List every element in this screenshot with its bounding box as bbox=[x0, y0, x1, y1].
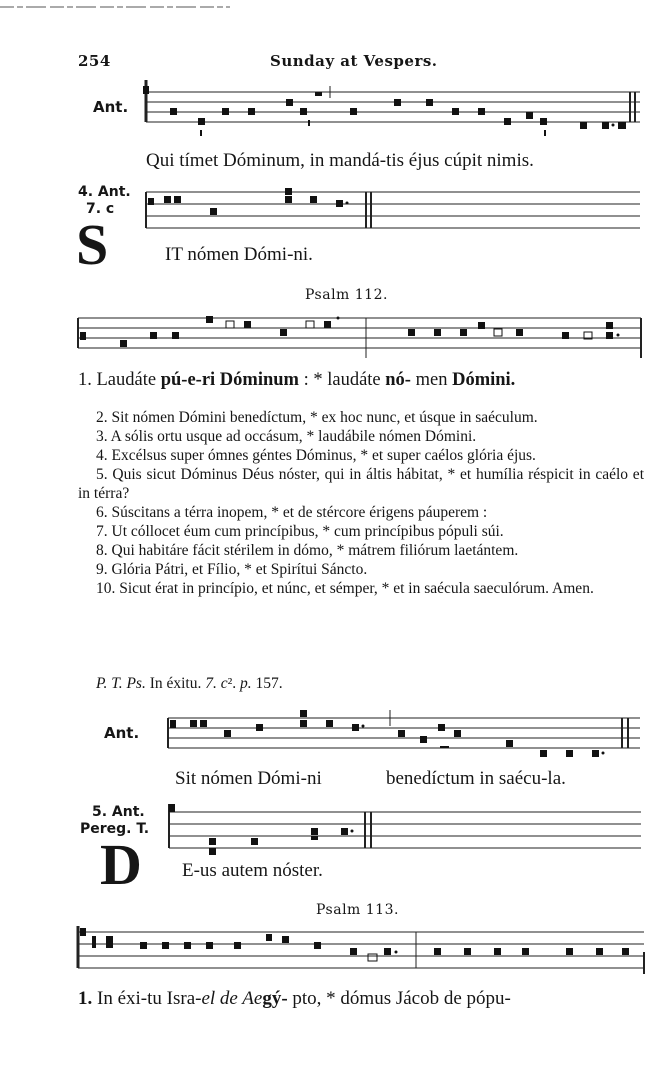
verse-7: 7. Ut cóllocet éum cum princípibus, * cum princípibus pópuli súi. bbox=[96, 523, 504, 540]
antiphon-1-lyrics: Qui tímet Dóminum, in mandá-tis éjus cúpit nimis. bbox=[146, 150, 534, 171]
verse-number: 1. bbox=[78, 988, 93, 1009]
antiphon-label: Ant. bbox=[93, 98, 129, 116]
psalm-113-first-verse: 1. In éxi-tu Isra-el de Aegý- pto, * dómus Jácob de pópu- bbox=[78, 988, 511, 1009]
verse-9: 9. Glória Pátri, et Fílio, * et Spirítui Sáncto. bbox=[96, 561, 368, 578]
psalm-112-title: Psalm 112. bbox=[305, 287, 388, 303]
antiphon-pt-label: Ant. bbox=[104, 724, 140, 742]
antiphon-5-mode: Pereg. T. bbox=[80, 821, 150, 837]
antiphon-4-mode: 7. c bbox=[86, 201, 115, 217]
verse-10: 10. Sicut érat in princípio, et núnc, et sémper, * et in saécula saeculórum. Amen. bbox=[96, 580, 594, 597]
drop-cap-S: S bbox=[76, 212, 109, 277]
chant-staff-antiphon-pt bbox=[162, 706, 644, 770]
verse-2: 2. Sit nómen Dómini benedíctum, * ex hoc nunc, et úsque in saéculum. bbox=[96, 409, 538, 426]
antiphon-5-lyrics: E-us autem nóster. bbox=[182, 860, 323, 881]
verse-3: 3. A sólis ortu usque ad occásum, * laudábile nómen Dómini. bbox=[96, 428, 477, 445]
verse-6: 6. Súscitans a térra inopem, * et de stércore érigens páuperem : bbox=[96, 504, 488, 521]
verse-number: 1. bbox=[78, 370, 92, 390]
paschal-time-rubric: P. T. Ps. In éxitu. 7. c². p. 157. bbox=[96, 675, 283, 692]
chant-staff-psalm-112 bbox=[76, 308, 648, 366]
chant-staff-antiphon-1 bbox=[140, 78, 645, 148]
antiphon-pt-lyrics-b: benedíctum in saécu-la. bbox=[386, 768, 566, 789]
chant-staff-antiphon-5 bbox=[165, 800, 645, 858]
psalm-112-verses bbox=[78, 408, 644, 598]
antiphon-pt-lyrics-a: Sit nómen Dómi-ni bbox=[175, 768, 322, 789]
page-number: 254 bbox=[78, 52, 111, 70]
verse-8: 8. Qui habitáre fácit stérilem in dómo, * mátrem filiórum laetántem. bbox=[96, 542, 519, 559]
drop-cap-D: D bbox=[100, 832, 142, 897]
psalm-112-first-verse: 1. Laudáte pú-e-ri Dóminum : * laudáte nó- men Dómini. bbox=[78, 370, 516, 390]
verse-5: 5. Quis sicut Dóminus Déus nóster, qui in áltis hábitat, * et humília réspicit in caélo et in térra? bbox=[78, 466, 644, 502]
running-title: Sunday at Vespers. bbox=[270, 52, 438, 70]
antiphon-5-label: 5. Ant. bbox=[92, 804, 145, 820]
chant-staff-psalm-113 bbox=[76, 922, 648, 978]
antiphon-4-lyrics: IT nómen Dómi-ni. bbox=[165, 244, 313, 265]
antiphon-4-label: 4. Ant. bbox=[78, 184, 131, 200]
verse-4: 4. Excélsus super ómnes géntes Dóminus, * et super caélos glória éjus. bbox=[96, 447, 536, 464]
psalm-113-title: Psalm 113. bbox=[316, 902, 399, 918]
chant-staff-antiphon-4 bbox=[140, 186, 645, 236]
top-edge-rule bbox=[0, 6, 230, 8]
